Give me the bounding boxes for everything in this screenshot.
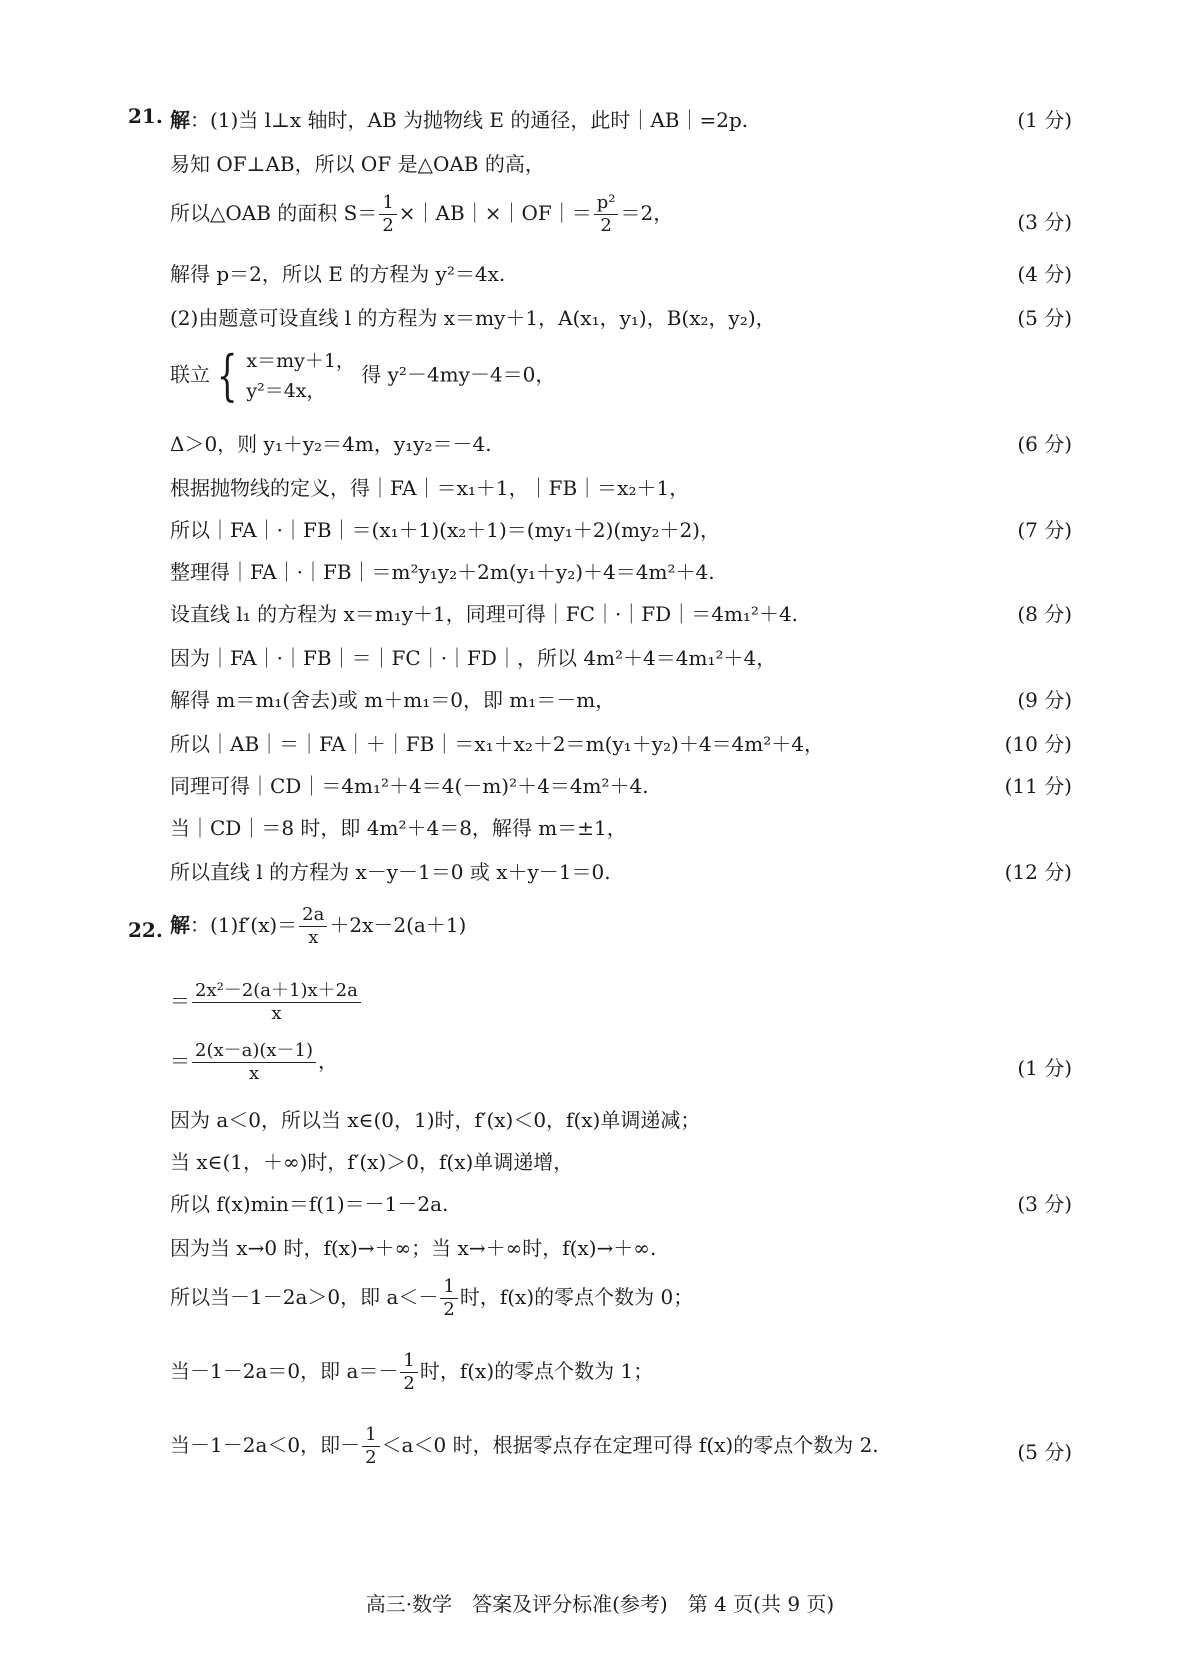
q22-l9-frac [400, 1350, 417, 1395]
frac-numerator: p² [594, 192, 619, 215]
q22-line-6 [170, 1188, 1072, 1217]
q21-l3-score: (3 分) [1017, 210, 1072, 234]
q21-l17-text: 所以直线 l 的方程为 x－y－1＝0 或 x＋y－1＝0. [170, 860, 611, 884]
q22-l8-pre: 所以当－1－2a＞0，即 a＜－ [170, 1285, 439, 1309]
q22-line-10 [170, 1424, 1072, 1469]
q21-l1-score: (1 分) [1017, 108, 1072, 132]
q22-l1-post: ＋2x－2(a＋1) [329, 913, 467, 937]
system-row-2: y²＝4x， [246, 380, 326, 402]
frac-numerator: 2x²－2(a＋1)x＋2a [192, 980, 361, 1003]
equation-system [210, 346, 355, 406]
frac-denominator: 2 [443, 1299, 455, 1320]
q22-l9-pre: 当－1－2a＝0，即 a＝－ [170, 1359, 399, 1383]
q22-l8-post: 时，f(x)的零点个数为 0； [459, 1285, 694, 1309]
q22-line-5 [170, 1146, 1072, 1175]
q22-l10-post: ＜a＜0 时，根据零点存在定理可得 f(x)的零点个数为 2. [381, 1433, 879, 1457]
frac-numerator: 1 [362, 1424, 379, 1447]
frac-numerator: 2(x－a)(x－1) [192, 1040, 316, 1063]
q21-l11-text: 设直线 l₁ 的方程为 x＝m₁y＋1，同理可得｜FC｜·｜FD｜＝4m₁²＋4. [170, 602, 799, 626]
q22-l4-text: 因为 a＜0，所以当 x∈(0，1)时，f′(x)＜0，f(x)单调递减； [170, 1108, 701, 1132]
q21-line-9 [170, 514, 1072, 543]
frac-denominator: 2 [403, 1373, 415, 1394]
q22-line-2 [170, 980, 1072, 1025]
q21-line-6 [170, 346, 1072, 406]
q21-line-10 [170, 556, 1072, 585]
q21-line-8 [170, 472, 1072, 501]
q21-l17-score: (12 分) [1004, 860, 1072, 884]
q22-l3-score: (1 分) [1017, 1056, 1072, 1080]
q21-line-12 [170, 642, 1072, 671]
q22-l10-frac [362, 1424, 379, 1469]
q21-line-15 [170, 770, 1072, 799]
q21-line-13 [170, 684, 1072, 713]
frac-denominator: 2 [382, 215, 394, 236]
q21-l14-text: 所以｜AB｜＝｜FA｜＋｜FB｜＝x₁＋x₂＋2＝m(y₁＋y₂)＋4＝4m²＋4， [170, 732, 824, 756]
q22-l3-frac [192, 1040, 316, 1085]
q22-l2-frac [192, 980, 361, 1025]
q22-l3-post: ， [318, 1049, 339, 1073]
q21-l10-text: 整理得｜FA｜·｜FB｜＝m²y₁y₂＋2m(y₁＋y₂)＋4＝4m²＋4. [170, 560, 715, 584]
q21-line-3 [170, 192, 1072, 237]
left-brace-icon: { [216, 344, 238, 407]
q22-line-8 [170, 1276, 1072, 1321]
q22-l6-text: 所以 f(x)min＝f(1)＝－1－2a. [170, 1192, 449, 1216]
q21-l3-frac1 [379, 192, 396, 237]
q21-number: 21. [128, 104, 163, 128]
q22-number: 22. [128, 918, 163, 942]
q21-jie: 解 [170, 108, 190, 132]
q22-l9-post: 时，f(x)的零点个数为 1； [419, 1359, 654, 1383]
q21-l7-text: Δ＞0，则 y₁＋y₂＝4m，y₁y₂＝－4. [170, 432, 492, 456]
q21-l3-pre: 所以△OAB 的面积 S＝ [170, 201, 378, 225]
q22-l1-frac [299, 904, 327, 949]
q22-line-3 [170, 1040, 1072, 1085]
q21-l6-post: 得 y²－4my－4＝0， [361, 362, 556, 387]
q22-l6-score: (3 分) [1017, 1192, 1072, 1216]
q21-line-2 [170, 148, 1072, 177]
q21-l5-text: (2)由题意可设直线 l 的方程为 x＝my＋1，A(x₁，y₁)，B(x₂，y₂)， [170, 306, 776, 330]
q21-l4-text: 解得 p＝2，所以 E 的方程为 y²＝4x. [170, 262, 506, 286]
q21-line-16 [170, 812, 1072, 841]
q21-l5-score: (5 分) [1017, 306, 1072, 330]
q21-l16-text: 当｜CD｜＝8 时，即 4m²＋4＝8，解得 m＝±1， [170, 816, 627, 840]
frac-denominator: 2 [365, 1447, 377, 1468]
q22-l3-pre: ＝ [170, 1049, 190, 1073]
q21-l15-score: (11 分) [1004, 774, 1072, 798]
q21-l1-text: ：(1)当 l⊥x 轴时，AB 为抛物线 E 的通径，此时｜AB｜=2p. [190, 108, 749, 132]
q22-l10-score: (5 分) [1017, 1440, 1072, 1464]
q21-line-7 [170, 428, 1072, 457]
q21-line-11 [170, 598, 1072, 627]
q22-l2-pre: ＝ [170, 989, 190, 1013]
q21-l11-score: (8 分) [1017, 602, 1072, 626]
q21-line-4 [170, 258, 1072, 287]
q21-l14-score: (10 分) [1004, 732, 1072, 756]
q22-l7-text: 因为当 x→0 时，f(x)→＋∞；当 x→＋∞时，f(x)→＋∞. [170, 1236, 657, 1260]
q22-jie: 解 [170, 913, 190, 937]
frac-numerator: 1 [400, 1350, 417, 1373]
q21-l3-mid: ×｜AB｜×｜OF｜＝ [398, 201, 592, 225]
q21-l3-post: ＝2， [620, 201, 674, 225]
page-footer: 高三·数学 答案及评分标准(参考) 第 4 页(共 9 页) [365, 1592, 835, 1616]
q21-line-14 [170, 728, 1072, 757]
q22-line-4 [170, 1104, 1072, 1133]
q21-line-1 [170, 104, 1072, 133]
q22-line-7 [170, 1232, 1072, 1261]
q21-l6-pre: 联立 [170, 362, 210, 387]
frac-numerator: 1 [379, 192, 396, 215]
q21-l9-score: (7 分) [1017, 518, 1072, 542]
q22-l1-pre: ：(1)f′(x)＝ [190, 913, 298, 937]
frac-denominator: x [271, 1003, 282, 1024]
q22-l5-text: 当 x∈(1，＋∞)时，f′(x)＞0，f(x)单调递增， [170, 1150, 574, 1174]
q21-line-5 [170, 302, 1072, 331]
frac-numerator: 2a [299, 904, 327, 927]
q21-l3-frac2 [594, 192, 619, 237]
frac-denominator: x [308, 927, 319, 948]
q21-l13-score: (9 分) [1017, 688, 1072, 712]
q21-l13-text: 解得 m＝m₁(舍去)或 m＋m₁＝0，即 m₁＝－m， [170, 688, 616, 712]
q21-l2-text: 易知 OF⊥AB，所以 OF 是△OAB 的高， [170, 152, 545, 176]
q22-line-1 [170, 904, 1072, 949]
q21-l9-text: 所以｜FA｜·｜FB｜＝(x₁＋1)(x₂＋1)＝(my₁＋2)(my₂＋2)， [170, 518, 720, 542]
q22-l8-frac [440, 1276, 457, 1321]
q21-l12-text: 因为｜FA｜·｜FB｜＝｜FC｜·｜FD｜，所以 4m²＋4＝4m₁²＋4， [170, 646, 777, 670]
system-row-1: x＝my＋1， [246, 350, 355, 372]
frac-numerator: 1 [440, 1276, 457, 1299]
frac-denominator: 2 [600, 215, 612, 236]
q21-l8-text: 根据抛物线的定义，得｜FA｜＝x₁＋1，｜FB｜＝x₂＋1， [170, 476, 690, 500]
q22-line-9 [170, 1350, 1072, 1395]
q21-line-17 [170, 856, 1072, 885]
q21-l7-score: (6 分) [1017, 432, 1072, 456]
frac-denominator: x [248, 1063, 260, 1084]
q21-l4-score: (4 分) [1017, 262, 1072, 286]
q21-l15-text: 同理可得｜CD｜＝4m₁²＋4＝4(－m)²＋4＝4m²＋4. [170, 774, 649, 798]
q22-l10-pre: 当－1－2a＜0，即－ [170, 1433, 361, 1457]
